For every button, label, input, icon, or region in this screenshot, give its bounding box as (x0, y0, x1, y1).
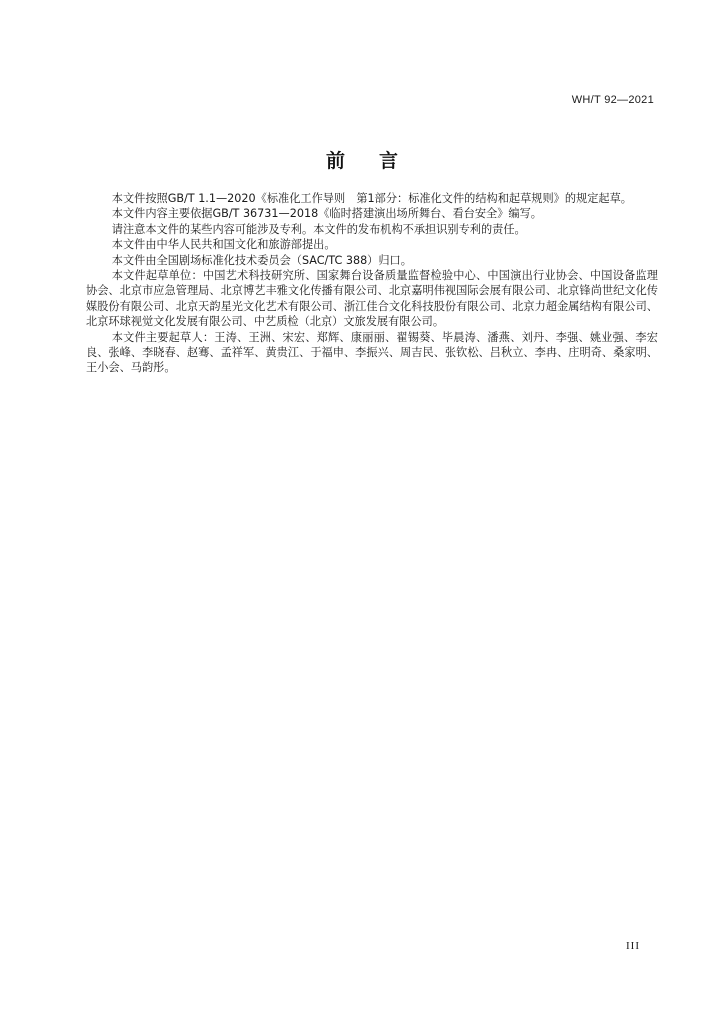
paragraph-drafting-organizations: 本文件起草单位：中国艺术科技研究所、国家舞台设备质量监督检验中心、中国演出行业协会、中国设备监理协会、北京市应急管理局、北京博艺丰雅文化传播有限公司、北京嘉明伟视国际会展有限公司、北京锋尚世纪文化传媒股份有限公司、北京天韵星光文化艺术有限公司、浙江佳合文化科技股份有限公司、北京力超金属结构有限公司、北京环球视觉文化发展有限公司、中艺质检（北京）文旅发展有限公司。 (86, 269, 658, 329)
paragraph-content-basis: 本文件内容主要依据GB/T 36731—2018《临时搭建演出场所舞台、看台安全》编写。 (111, 207, 542, 221)
foreword-body (86, 191, 658, 376)
paragraph-patent-notice: 请注意本文件的某些内容可能涉及专利。本文件的发布机构不承担识别专利的责任。 (111, 222, 526, 236)
page-number: III (626, 940, 640, 952)
page-title: 前言 (325, 150, 432, 172)
paragraph-drafting-rules: 本文件按照GB/T 1.1—2020《标准化工作导则 第1部分：标准化文件的结构和起草规则》的规定起草。 (111, 192, 632, 205)
paragraph-main-drafters: 本文件主要起草人：王涛、王洲、宋宏、郑辉、康丽丽、翟锡葵、毕晨涛、潘燕、刘丹、李强、姚业强、李宏良、张峰、李晓春、赵骞、孟祥军、黄贵江、于福申、李振兴、周吉民、张钦松、吕秋立、李冉、庄明奇、桑家明、王小会、马韵彤。 (86, 330, 658, 375)
paragraph-proposed-by: 本文件由中华人民共和国文化和旅游部提出。 (111, 238, 336, 252)
document-code: WH/T 92—2021 (571, 94, 654, 106)
paragraph-responsible-committee: 本文件由全国剧场标准化技术委员会（SAC/TC 388）归口。 (111, 253, 412, 267)
